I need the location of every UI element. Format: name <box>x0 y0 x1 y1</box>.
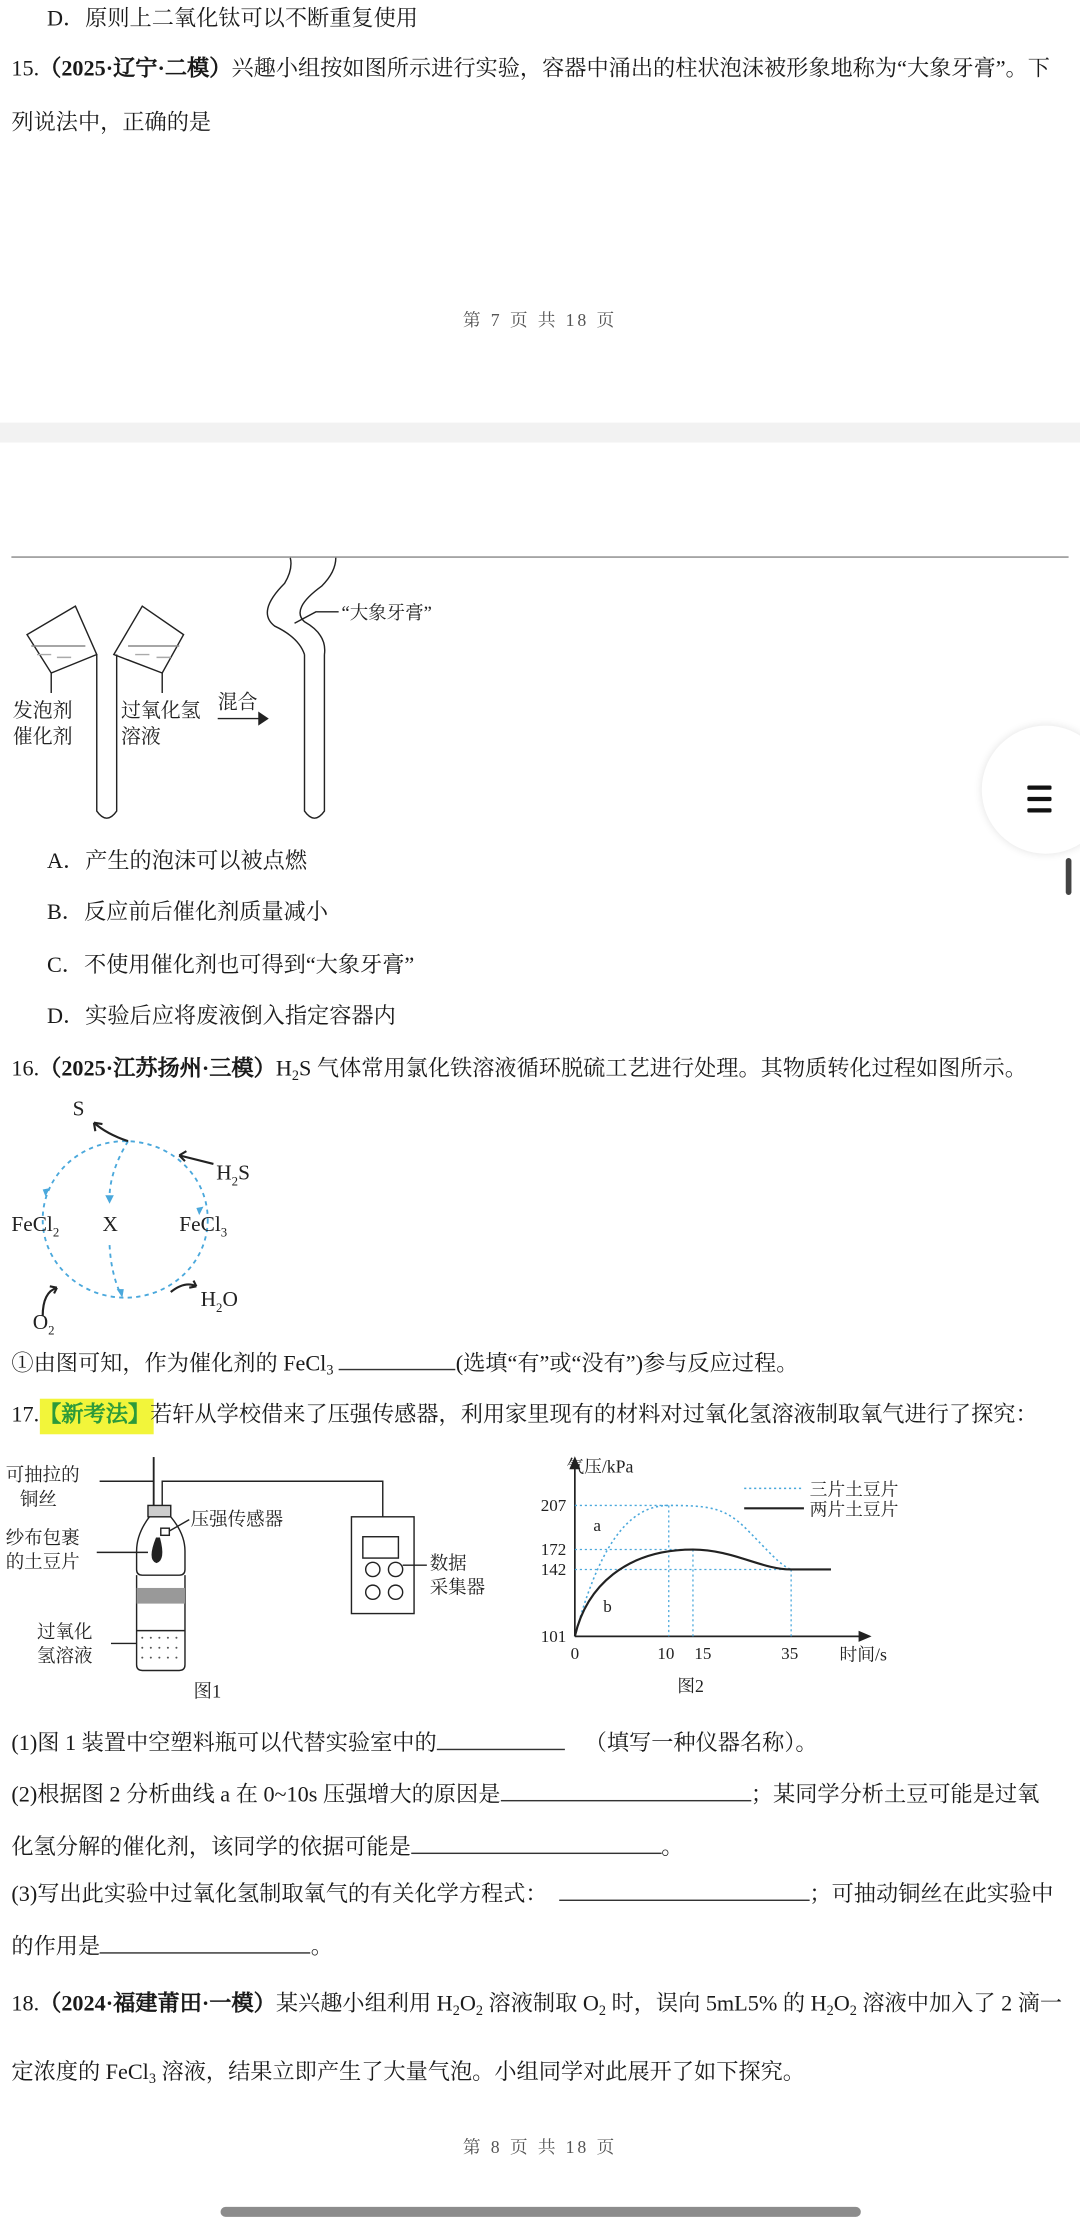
label-potato-2: 的土豆片 <box>5 1552 80 1573</box>
label-catalyst: 催化剂 <box>12 725 73 748</box>
q15-text: 兴趣小组按如图所示进行实验，容器中涌出的柱状泡沫被形象地称为“大象牙膏”。下 <box>231 56 1050 82</box>
text: (1)图 1 装置中空塑料瓶可以代替实验室中的 <box>11 1731 437 1756</box>
text: O <box>459 1992 476 2017</box>
q18-line1 <box>11 1991 1062 2019</box>
label-mix: 混合 <box>217 691 258 714</box>
text: (3)写出此实验中过氧化氢制取氧气的有关化学方程式： <box>11 1882 548 1907</box>
q16-source: （2025·江苏扬州·三模） <box>39 1057 276 1082</box>
label-collector: 数据 <box>429 1553 467 1574</box>
label-foaming-agent: 发泡剂 <box>12 700 73 723</box>
q15-option-d[interactable]: D．实验后应将废液倒入指定容器内 <box>46 1004 396 1029</box>
label-sensor: 压强传感器 <box>190 1509 284 1530</box>
answer-blank[interactable] <box>437 1729 565 1750</box>
text: ；可抽动铜丝在此实验中 <box>809 1882 1054 1907</box>
y-tick-label: 101 <box>540 1627 567 1647</box>
label-h2o2: 过氧化氢 <box>120 700 201 723</box>
q15-option-b[interactable]: B．反应前后催化剂质量减小 <box>46 900 329 925</box>
formula: H <box>275 1057 292 1082</box>
q15-option-a[interactable]: A．产生的泡沫可以被点燃 <box>46 849 308 874</box>
text: 的作用是 <box>11 1935 101 1960</box>
answer-blank[interactable] <box>500 1780 750 1801</box>
legend-two-slices: 两片土豆片 <box>809 1499 899 1520</box>
label-potato: 纱布包裹 <box>5 1527 80 1548</box>
q18-source: （2024·福建莆田·一模） <box>39 1992 276 2017</box>
curve-a-three-slices <box>575 1505 791 1636</box>
text: （填写一种仪器名称）。 <box>584 1731 818 1756</box>
text: (选填“有”或“没有”)参与反应过程。 <box>455 1351 799 1376</box>
answer-blank[interactable] <box>559 1880 809 1901</box>
label-x: X <box>102 1211 118 1236</box>
label-h2s: H <box>216 1160 232 1185</box>
text: (2)根据图 2 分析曲线 a 在 0~10s 压强增大的原因是 <box>11 1782 501 1808</box>
text: 溶液中加入了 2 滴一 <box>856 1992 1063 2017</box>
label-foam: “大象牙膏” <box>341 602 432 623</box>
curve-a-label: a <box>593 1516 601 1536</box>
svg-text:H2S: $H_2S$ <box>216 1160 250 1189</box>
q15-option-c[interactable]: C．不使用催化剂也可得到“大象牙膏” <box>46 953 415 978</box>
svg-text:FeCl3: FeCl$_3$ <box>179 1211 228 1240</box>
sub: 2 <box>598 2003 606 2020</box>
home-indicator[interactable] <box>221 2207 861 2217</box>
label-solution: 过氧化 <box>36 1621 93 1642</box>
q15-line2: 列说法中，正确的是 <box>11 110 212 136</box>
y-tick-label: 207 <box>540 1496 567 1516</box>
text: ①由图可知，作为催化剂的 FeCl <box>11 1351 327 1376</box>
sub: 2 <box>826 2003 834 2020</box>
q17-number: 17. <box>11 1402 40 1428</box>
q17-subquestion-1 <box>11 1729 817 1759</box>
figure-2-caption: 图2 <box>677 1675 704 1696</box>
label-h2o: H <box>200 1287 217 1312</box>
q17-subquestion-2 <box>11 1780 1039 1810</box>
new-exam-tag: 【新考法】 <box>39 1402 151 1428</box>
text: 时，误向 5mL5% 的 H <box>605 1992 827 2017</box>
formula: S <box>298 1057 312 1082</box>
text: 某兴趣小组利用 H <box>275 1992 453 2017</box>
formula-sub: 2 <box>291 1068 299 1085</box>
label-wire-2: 铜丝 <box>19 1489 57 1510</box>
q18-line2 <box>11 2059 805 2087</box>
label-solution-2: 氢溶液 <box>36 1645 93 1666</box>
x-tick-label: 0 <box>570 1644 580 1664</box>
sub: 2 <box>849 2003 857 2020</box>
label-solution: 溶液 <box>120 725 161 748</box>
q16-number: 16. <box>11 1057 40 1082</box>
page-footer-8: 第 8 页 共 18 页 <box>462 2137 618 2158</box>
text: 溶液制取 O <box>482 1992 599 2017</box>
q15-source: （2025·辽宁·二模） <box>39 56 232 82</box>
label-collector-2: 采集器 <box>429 1577 486 1598</box>
text: ；某同学分析土豆可能是过氧 <box>750 1782 1040 1808</box>
x-tick-label: 35 <box>781 1644 799 1664</box>
q16-text: 气体常用氯化铁溶液循环脱硫工艺进行处理。其物质转化过程如图所示。 <box>316 1057 1027 1082</box>
figure-1-caption: 图1 <box>193 1681 222 1702</box>
q14-option-d: D．原则上二氧化钛可以不断重复使用 <box>46 7 418 32</box>
page-footer-7: 第 7 页 共 18 页 <box>462 310 618 331</box>
label-fecl3: FeCl <box>179 1211 221 1236</box>
x-tick-label: 15 <box>694 1644 712 1664</box>
q17-subquestion-2-cont <box>11 1833 683 1863</box>
y-tick-label: 172 <box>540 1540 567 1560</box>
label-o2: O <box>32 1309 49 1334</box>
curve-b-two-slices <box>575 1550 831 1637</box>
q15-number: 15. <box>11 56 40 82</box>
curve-b-label: b <box>603 1597 612 1617</box>
answer-blank[interactable] <box>411 1833 661 1854</box>
x-axis-label: 时间/s <box>839 1644 887 1665</box>
scrollbar-thumb[interactable] <box>1066 858 1072 895</box>
y-tick-label: 142 <box>540 1560 567 1580</box>
label-s: S <box>72 1096 85 1121</box>
svg-text:O2: $O_2$ <box>32 1309 55 1338</box>
text: 。 <box>661 1835 684 1860</box>
svg-text:H2O: $H_2O$ <box>200 1287 238 1315</box>
label-fecl2: FeCl <box>11 1211 53 1236</box>
text: O <box>833 1992 850 2017</box>
sub: 2 <box>475 2003 483 2020</box>
x-tick-label: 10 <box>657 1644 675 1664</box>
label-wire: 可抽拉的 <box>5 1465 80 1486</box>
sub: 2 <box>452 2003 460 2020</box>
text: 化氢分解的催化剂，该同学的依据可能是 <box>11 1835 411 1860</box>
legend-three-slices: 三片土豆片 <box>809 1479 899 1500</box>
y-axis-label: 气压/kPa <box>566 1456 634 1477</box>
q18-number: 18. <box>11 1992 40 2017</box>
text: 定浓度的 FeCl <box>11 2060 149 2085</box>
q17-subquestion-3 <box>11 1880 1053 1910</box>
svg-text:FeCl2: FeCl$_2$ <box>11 1211 60 1240</box>
q17-text: 若轩从学校借来了压强传感器，利用家里现有的材料对过氧化氢溶液制取氧气进行了探究： <box>150 1402 1038 1428</box>
text: 溶液，结果立即产生了大量气泡。小组同学对此展开了如下探究。 <box>155 2060 805 2085</box>
answer-blank[interactable] <box>100 1932 311 1953</box>
sub: 3 <box>148 2071 156 2088</box>
text: 。 <box>310 1935 333 1960</box>
q17-subquestion-3-cont <box>11 1932 333 1962</box>
sub: 3 <box>326 1363 334 1379</box>
